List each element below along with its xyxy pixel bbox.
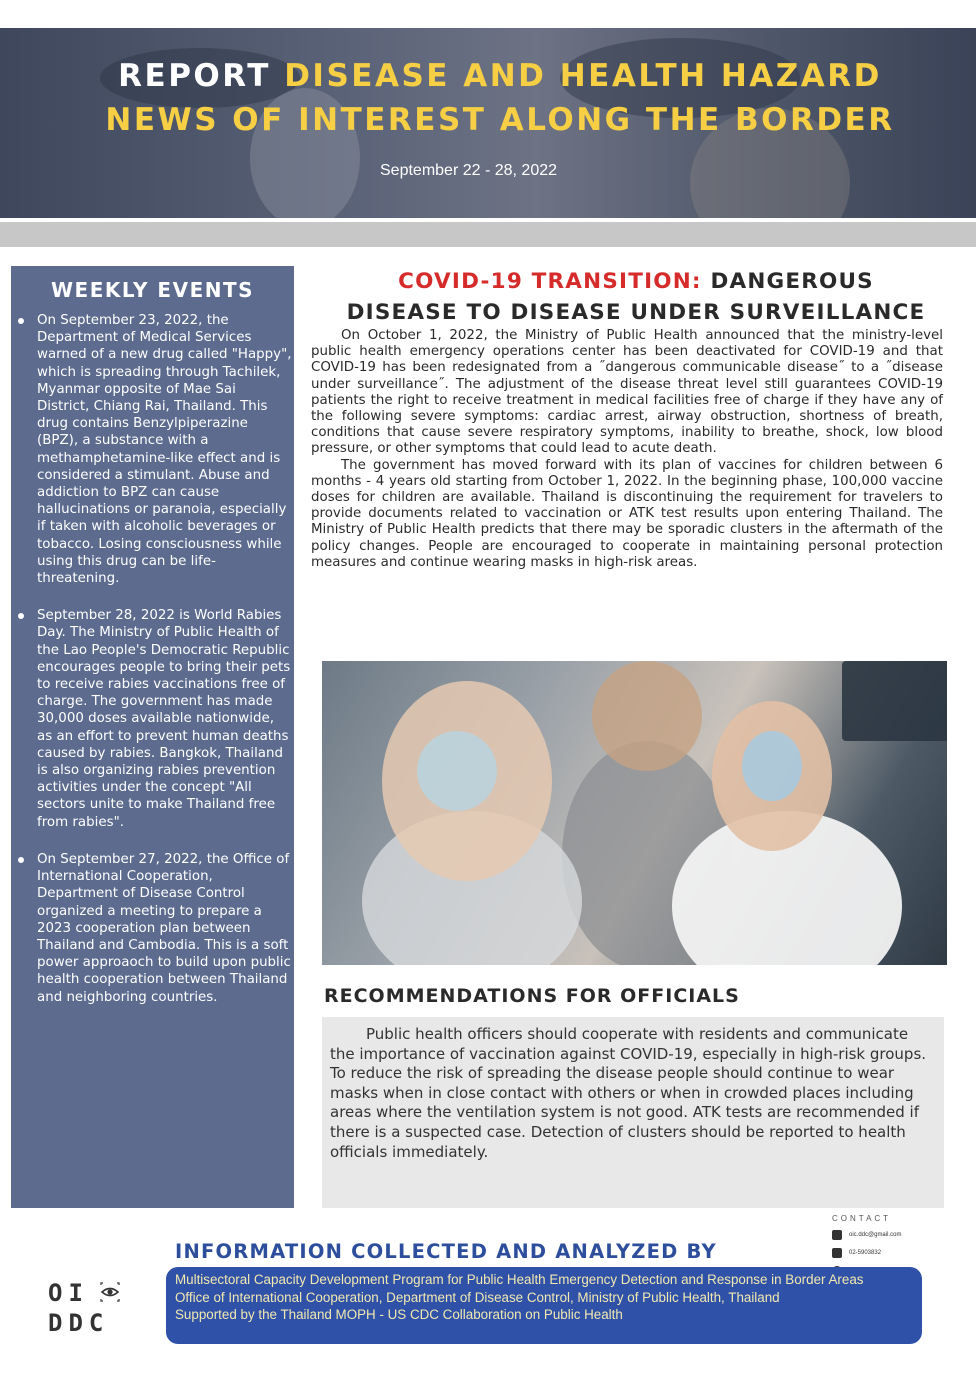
report-title-line2: NEWS OF INTEREST ALONG THE BORDER	[105, 102, 895, 138]
article-title-part: DANGEROUS	[710, 269, 874, 294]
event-text: On September 27, 2022, the Office of International Cooperation, Department of Disease Control organized a meeting to prepare a 2023 cooperation plan between Thailand and Cambodia. This is a soft power approaoch to build upon public health cooperation between Thailand and neighboring countries.	[37, 851, 291, 1005]
info-heading: INFORMATION COLLECTED AND ANALYZED BY	[175, 1240, 717, 1263]
eye-icon	[100, 1282, 120, 1302]
photo-region	[417, 731, 497, 811]
photo-region	[842, 661, 947, 741]
bullet-icon	[18, 613, 24, 619]
logo-text-bottom: DDC	[48, 1309, 110, 1337]
contact-email[interactable]: oic.ddc@gmail.com	[849, 1232, 902, 1238]
bullet-icon	[18, 318, 24, 324]
recommendations-box	[322, 1017, 944, 1208]
event-text: On September 23, 2022, the Department of Medical Services warned of a new drug called "Happy", which is spreading through Tachilek, Myanmar opposite of Mae Sai District, Chiang Rai, Thailand. This drug contains Benzylpiperazine (BPZ), a substance with a methamphetamine-like effect and is considered a stimulant. Abuse and addiction to BPZ can cause hallucinations or paranoia, especially if taken with alcoholic beverages or tobacco. Losing consciousness while using this drug can be life-threatening.	[37, 313, 292, 587]
recommendations-text: Public health officers should cooperate with residents and communicate the importance of vaccination against COVID-19, especially in high-risk groups. To reduce the risk of spreading the disease people should continue to wear masks when in close contact with others or when in crowded places including areas where the ventilation system is not good. ATK tests are recommended if there is a suspected case. Detection of clusters should be reported to health officials immediately.	[330, 1025, 927, 1161]
logo-text-top: OI	[48, 1279, 89, 1307]
list-item	[11, 851, 294, 1006]
phone-icon	[832, 1248, 842, 1258]
photo-region	[592, 661, 702, 771]
recommendations-heading: RECOMMENDATIONS FOR OFFICIALS	[324, 985, 740, 1007]
contact-email-row[interactable]	[832, 1229, 972, 1241]
email-icon	[832, 1230, 842, 1240]
contact-heading: CONTACT	[832, 1214, 892, 1223]
report-label: REPORT	[118, 58, 271, 94]
program-name: Multisectoral Capacity Development Program for Public Health Emergency Detection and Response in Border Areas	[175, 1272, 864, 1287]
support-text: Supported by the Thailand MOPH - US CDC Collaboration on Public Health	[175, 1307, 623, 1322]
header-banner	[0, 28, 976, 218]
article-title-part: DISEASE TO DISEASE UNDER SURVEILLANCE	[346, 300, 926, 325]
article-body	[311, 328, 943, 571]
header-divider	[0, 222, 976, 247]
list-item	[11, 312, 294, 587]
article-title	[306, 266, 966, 328]
office-name: Office of International Cooperation, Department of Disease Control, Ministry of Public Health, Thailand	[175, 1289, 780, 1305]
event-text: September 28, 2022 is World Rabies Day. The Ministry of Public Health of the Lao People's Democratic Republic encourages people to bring their pets to receive rabies vaccinations free of charge. The government has made 30,000 doses available nationwide, as an effort to prevent human deaths caused by rabies. Bangkok, Thailand is also organizing rabies prevention activities under the concept "All sectors unite to make Thailand free from rabies".	[37, 608, 291, 830]
bullet-icon	[18, 857, 24, 863]
oic-ddc-logo	[48, 1278, 128, 1338]
list-item	[11, 607, 294, 831]
contact-phone-row	[832, 1247, 972, 1259]
info-box	[166, 1267, 922, 1344]
report-title-line1	[0, 54, 976, 98]
article-paragraph: On October 1, 2022, the Ministry of Public Health announced that the ministry-level public health emergency operations center has been deactivated for COVID-19 and that COVID-19 has been redesignated from a ˝dangerous communicable disease˝ to a ˝disease under surveillance˝. The adjustment of the disease threat level still guarantees COVID-19 patients the right to receive treatment in medical facilities free of charge if they have any of the following severe symptoms: cardiac arrest, airway obstruction, shortness of breath, conditions that cause severe respiratory symptoms, inability to breathe, shock, low blood pressure, or other symptoms that could lead to acute death.	[311, 328, 943, 457]
article-title-highlight: COVID-19 TRANSITION:	[398, 269, 702, 294]
article-paragraph: The government has moved forward with its plan of vaccines for children between 6 months - 4 years old starting from October 1, 2022. In the beginning phase, 100,000 vaccine doses for children are available. Thailand is discontinuing the requirement for travelers to provide documents related to vaccination or ATK test results upon entering Thailand. The Ministry of Public Health predicts that there may be sporadic clusters in the aftermath of the policy changes. People are encouraged to cooperate in maintaining personal protection measures and continue wearing masks in high-risk areas.	[311, 457, 943, 570]
weekly-events-list	[11, 312, 294, 1006]
weekly-events-heading: WEEKLY EVENTS	[50, 278, 255, 302]
report-date: September 22 - 28, 2022	[380, 162, 558, 179]
contact-phone: 02-5903832	[849, 1250, 882, 1256]
weekly-events-panel	[11, 266, 294, 1208]
vaccination-photo	[322, 661, 947, 965]
report-title-highlight: DISEASE AND HEALTH HAZARD	[284, 58, 882, 94]
photo-region	[742, 731, 802, 801]
